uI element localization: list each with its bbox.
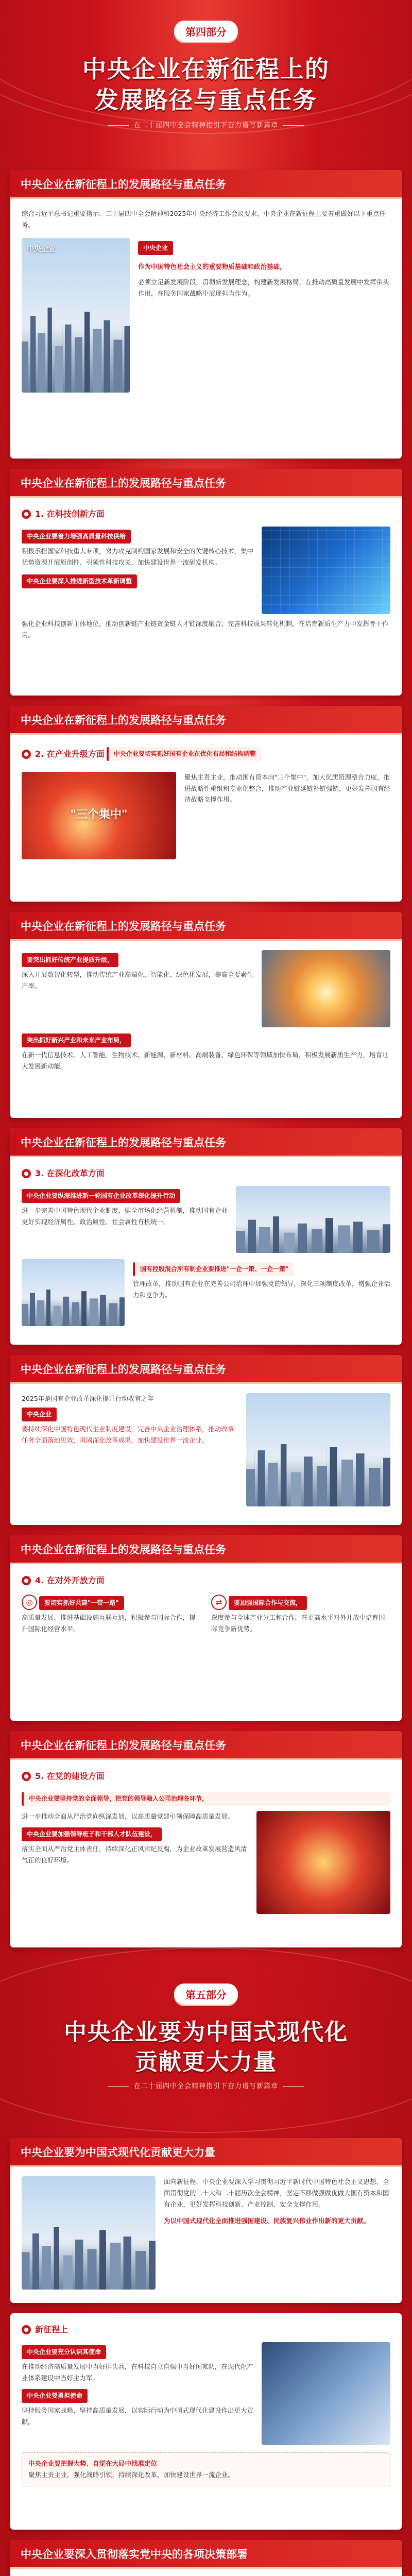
central-enterprise-tag: 中央企业 <box>138 241 173 255</box>
section-label <box>22 1166 105 1181</box>
highlight-tag: 中央企业要充分认识其使命 <box>22 2345 106 2359</box>
bullet-icon: ● <box>22 1772 31 1781</box>
body-text: 高质量发展，推进基础设施互联互通，积极参与国际合作，提升国际化经营水平。 <box>22 1614 196 1633</box>
part-title-line2: 发展路径与重点任务 <box>95 87 317 113</box>
highlight-tag: 要切实抓好共建"一带一路" <box>39 1596 124 1610</box>
highlight-tag: 中央企业要勇担使命 <box>22 2389 88 2403</box>
highlight-tag: 突出抓好新兴产业和未来产业布局， <box>22 1033 131 1047</box>
content-card <box>10 170 402 459</box>
highlight-tag: 中央企业要深入推进新型技术革新调整 <box>22 574 137 588</box>
body-text: 管理改革，推动国有企业在完善公司治理中加强党的领导，深化三项制度改革，增强企业活力和竞争力。 <box>133 1280 391 1299</box>
city-photo <box>22 2176 156 2290</box>
city-photo <box>22 238 130 393</box>
content-card <box>10 1731 402 1947</box>
sunrise-photo <box>262 950 390 1027</box>
handshake-photo <box>262 2342 390 2445</box>
body-text: 必须立足新发展阶段，贯彻新发展理念，构建新发展格局，在推动高质量发展中发挥带头作用，在服务国家战略中展现担当作为。 <box>138 278 389 297</box>
bullet-icon: ● <box>22 1169 31 1178</box>
body-text: 聚焦主责主业，推动国有资本向"三个集中"，加大优质资源整合力度，推进战略性重组和专业化整合，推动产业链延链补链强链，更好发挥国有经济战略支撑作用。 <box>184 773 391 804</box>
body-text: 进一步完善中国特色现代企业制度，健全市场化经营机制，推动国有企业更好实现经济属性、政治属性、社会属性有机统一。 <box>22 1207 228 1226</box>
year-text: 2025年是国有企业改革深化提升行动收官之年 <box>22 1395 154 1402</box>
bullet-icon: ● <box>22 510 31 519</box>
section-label <box>22 1573 105 1588</box>
content-card <box>10 1355 402 1525</box>
card-header: 中央企业在新征程上的发展路径与重点任务 <box>10 706 402 735</box>
section-title: 1. 在科技创新方面 <box>35 509 105 519</box>
section-label <box>22 747 105 761</box>
section-title: 5. 在党的建设方面 <box>35 1771 105 1781</box>
body-text: 深入开展数智化转型，推动传统产业高端化、智能化、绿色化发展，提高全要素生产率。 <box>22 971 254 990</box>
content-card <box>10 1128 402 1345</box>
tower-photo <box>246 1393 390 1506</box>
section-label <box>22 1769 105 1784</box>
card-header: 中央企业在新征程上的发展路径与重点任务 <box>10 1128 402 1157</box>
card-header: 中央企业在新征程上的发展路径与重点任务 <box>10 912 402 941</box>
section-label <box>22 2323 68 2337</box>
box-title: 中央企业要把握大势、自觉在大局中找准定位 <box>28 2460 158 2467</box>
bullet-icon: ● <box>22 2325 31 2334</box>
body-text: 深度参与全球产业分工和合作，在更高水平对外开放中培育国际竞争新优势。 <box>211 1614 385 1633</box>
highlight-tag: 中央企业要切实抓好国有企业在优化布局和结构调整 <box>107 747 261 761</box>
card-header: 中央企业在新征程上的发展路径与重点任务 <box>10 1535 402 1564</box>
highlight-text: 作为中国特色社会主义的重要物质基础和政治基础， <box>138 262 286 270</box>
body-text: 强化企业科技创新主体地位，推动创新链产业链资金链人才链深度融合，完善科技成果转化机制，在培育新质生产力中发挥骨干作用。 <box>22 620 389 639</box>
body-text: 在推动经济高质量发展中当好排头兵，在科技自立自强中当好国家队，在现代化产业体系建设中当好主力军。 <box>22 2363 254 2382</box>
content-card <box>10 2313 402 2530</box>
three-concentrations-photo <box>22 772 176 859</box>
content-card <box>10 912 402 1118</box>
globe-icon: ◎ <box>22 1595 37 1610</box>
section-title: 2. 在产业升级方面 <box>35 749 105 759</box>
body-text: 面向新征程，中央企业要深入学习贯彻习近平新时代中国特色社会主义思想，全面贯彻党的二十大和二十届历次全会精神，坚定不移做强做优做大国有资本和国有企业，更好发挥科技创新、产业控制、安全支撑作用。 <box>164 2178 389 2208</box>
body-text: 在新一代信息技术、人工智能、生物技术、新能源、新材料、高端装备、绿色环保等领域加快布局，积极发展新质生产力，培育壮大发展新动能。 <box>22 1051 389 1070</box>
highlight-tag: 中央企业要纵深推进新一轮国有企业改革深化提升行动 <box>22 1189 180 1203</box>
highlight-tag: 国有控股混合所有制企业要推进"一企一策、一企一策" <box>133 1262 294 1276</box>
part5-hero <box>0 1968 412 2123</box>
content-card <box>10 1535 402 1721</box>
highlight-tag: 中央企业要着力增强高质量科技供给 <box>22 530 131 544</box>
section-title: 3. 在深化改革方面 <box>35 1168 105 1178</box>
part-title-line1: 中央企业要为中国式现代化 <box>64 2020 348 2045</box>
intro-text: 综合习近平总书记重要指示、二十届四中全会精神和2025年中央经济工作会议要求，中央企业在新征程上要着重做好以下重点任务。 <box>22 210 386 229</box>
content-card <box>10 2540 402 2576</box>
box-text: 聚焦主责主业，强化战略引领，持续深化改革，加快建设世界一流企业。 <box>28 2470 235 2479</box>
bullet-icon: ● <box>22 1576 31 1585</box>
content-card <box>10 706 402 902</box>
body-text: 坚持服务国家战略，坚持高质量发展，以实际行动为中国式现代化建设作出更大贡献。 <box>22 2406 254 2426</box>
part4-hero <box>0 0 412 155</box>
section-title: 4. 在对外开放方面 <box>35 1575 105 1585</box>
body-text: 落实全面从严治党主体责任，持续深化正风肃纪反腐，为企业改革发展营造风清气正的良好环境。 <box>22 1844 247 1864</box>
card-header: 中央企业要深入贯彻落实党中央的各项决策部署 <box>10 2540 402 2569</box>
card-header: 中央企业在新征程上的发展路径与重点任务 <box>10 1731 402 1760</box>
body-text: 积极承担国家科技重大专项，努力攻克制约国家发展和安全的关键核心技术，集中优势资源开展原创性、引领性科技攻关，加快建设世界一流研发机构。 <box>22 547 254 566</box>
part-subtitle: 在二十届四中全会精神指引下奋力谱写新篇章 <box>0 2080 412 2090</box>
part-badge: 第五部分 <box>174 1984 238 2005</box>
part-badge: 第四部分 <box>174 21 238 42</box>
card-header: 中央企业在新征程上的发展路径与重点任务 <box>10 170 402 199</box>
content-card <box>10 2138 402 2303</box>
photo-caption: 中央企业 <box>27 245 56 253</box>
part-subtitle: 在二十届四中全会精神指引下奋力谱写新篇章 <box>0 120 412 129</box>
highlight-tag: 中央企业 <box>22 1408 57 1421</box>
skyline-photo <box>236 1186 390 1253</box>
party-building-photo <box>256 1811 390 1914</box>
highlight-tag: 要加强国际合作与交流， <box>229 1596 307 1610</box>
tech-photo <box>262 527 390 614</box>
part-title-line1: 中央企业在新征程上的 <box>82 56 330 82</box>
bullet-icon: ● <box>22 750 31 759</box>
info-box <box>22 2452 390 2486</box>
highlight-text: 为以中国式现代化全面推进强国建设、民族复兴伟业作出新的更大贡献。 <box>164 2216 370 2225</box>
card-header: 中央企业在新征程上的发展路径与重点任务 <box>10 469 402 498</box>
section-title: 新征程上 <box>35 2325 68 2334</box>
body-text: 进一步推动全面从严治党向纵深发展，以高质量党建引领保障高质量发展。 <box>22 1812 234 1820</box>
content-card <box>10 469 402 696</box>
section-label <box>22 507 105 521</box>
part-title-line2: 贡献更大力量 <box>135 2049 277 2075</box>
highlight-tag: 中央企业要加强领导班子和干部人才队伍建设， <box>22 1827 162 1841</box>
highlight-tag: 中央企业要坚持党的全面领导，把党的领导融入公司治理各环节， <box>22 1792 390 1806</box>
skyline-photo <box>22 1259 125 1326</box>
handshake-icon: ⇄ <box>211 1595 227 1610</box>
card-header: 中央企业在新征程上的发展路径与重点任务 <box>10 1355 402 1384</box>
highlight-tag: 要突出抓好传统产业提质升级， <box>22 953 118 967</box>
body-text: 要持续深化中国特色现代企业制度建设，完善中央企业治理体系，推动改革任务全面落地见效，巩固深化改革成果，加快建设世界一流企业。 <box>22 1425 234 1444</box>
photo-label: "三个集中" <box>70 808 128 822</box>
card-header: 中央企业要为中国式现代化贡献更大力量 <box>10 2138 402 2167</box>
